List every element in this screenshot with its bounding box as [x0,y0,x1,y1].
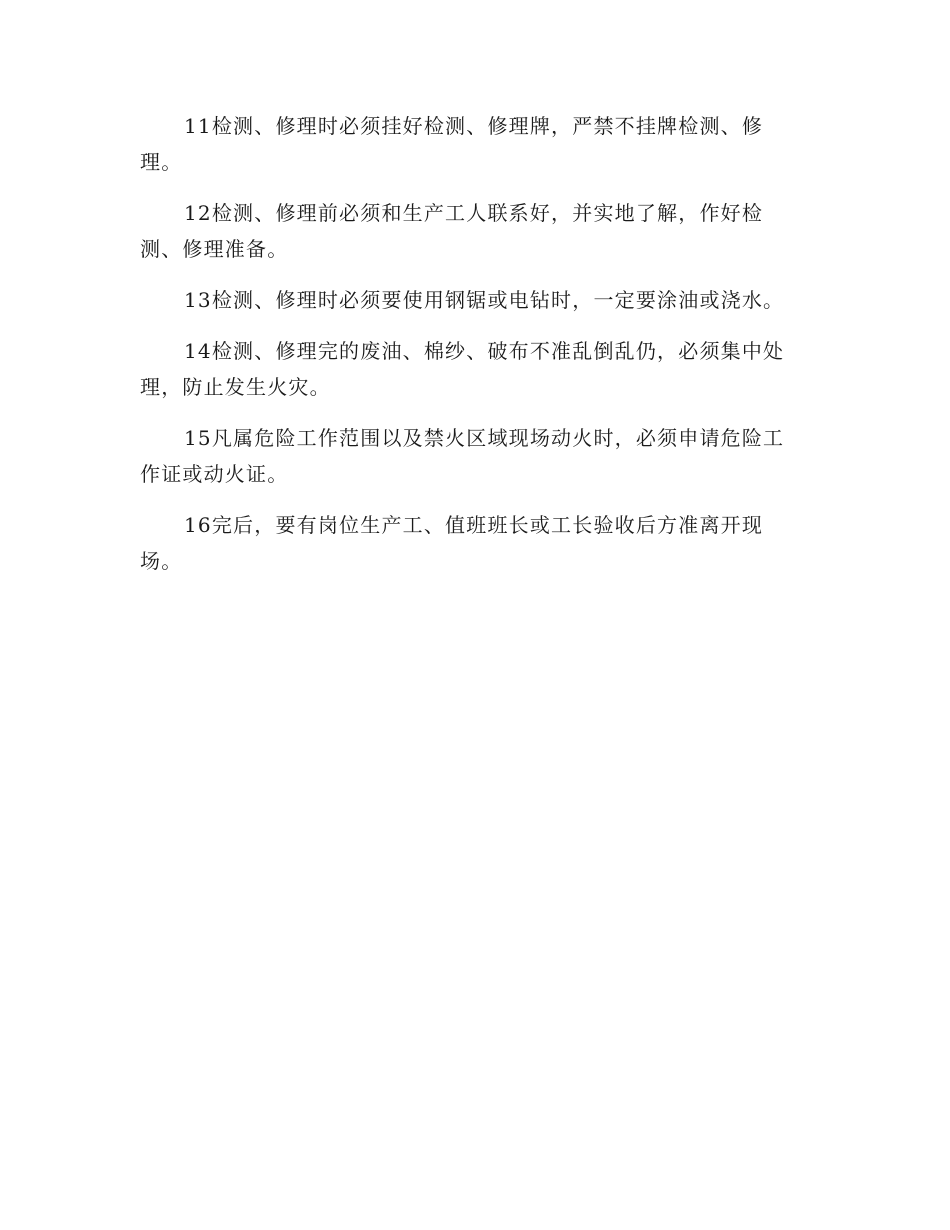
paragraph-15: 15凡属危险工作范围以及禁火区域现场动火时，必须申请危险工作证或动火证。 [140,426,785,486]
document-body [140,108,800,594]
paragraph-14: 14检测、修理完的废油、棉纱、破布不准乱倒乱仍，必须集中处理，防止发生火灾。 [140,339,785,399]
paragraph-13: 13检测、修理时必须要使用钢锯或电钻时，一定要涂油或浇水。 [184,288,785,312]
paragraph-12: 12检测、修理前必须和生产工人联系好，并实地了解，作好检测、修理准备。 [140,201,764,261]
paragraph-16: 16完后，要有岗位生产工、值班班长或工长验收后方准离开现场。 [140,513,764,573]
paragraph-11: 11检测、修理时必须挂好检测、修理牌，严禁不挂牌检测、修理。 [140,114,764,174]
